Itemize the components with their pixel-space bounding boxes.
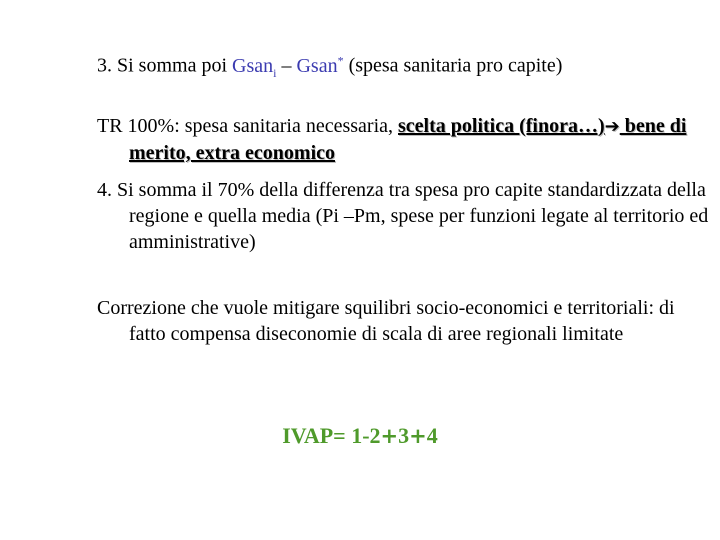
tr-paragraph: [97, 113, 709, 166]
formula-term-4: 4: [426, 423, 438, 448]
gsan-i-subscript: i: [273, 65, 277, 80]
formula-term-3: 3: [398, 423, 410, 448]
gsan-star-superscript: *: [337, 53, 344, 67]
gsan-i-term: [232, 54, 277, 80]
ivap-formula: [0, 423, 720, 449]
item-3-dash: –: [276, 54, 297, 77]
correzione-paragraph: Correzione che vuole mitigare squilibri socio-economici e territoriali: di fatto compensa diseconomie di scala di aree regionali limitate: [97, 297, 675, 345]
gsan-i-base: Gsan: [232, 54, 274, 77]
tr-scelta-politica: scelta politica (finora…): [398, 115, 605, 137]
formula-plus-2: +: [409, 424, 427, 448]
item-3-paragraph: [97, 47, 709, 86]
tr-prefix: TR 100%: spesa sanitaria necessaria,: [97, 115, 399, 137]
formula-term-1-2: 1-2: [351, 423, 381, 448]
right-arrow-icon: ➔: [604, 116, 620, 137]
formula-lhs: IVAP=: [282, 423, 352, 448]
item-4-paragraph: 4. Si somma il 70% della differenza tra spesa pro capite standardizzata della regione e quella media (Pi –Pm, spese per funzioni legate al territorio ed amministrative): [97, 179, 709, 253]
item-3-prefix: 3. Si somma poi: [97, 54, 233, 77]
gsan-star-term: [296, 55, 343, 77]
gsan-star-base: Gsan: [296, 54, 338, 77]
item-3-suffix: (spesa sanitaria pro capite): [343, 54, 563, 77]
formula-plus-1: +: [380, 424, 399, 448]
tr-bene-di-merito: bene di merito, extra economico: [129, 115, 687, 164]
